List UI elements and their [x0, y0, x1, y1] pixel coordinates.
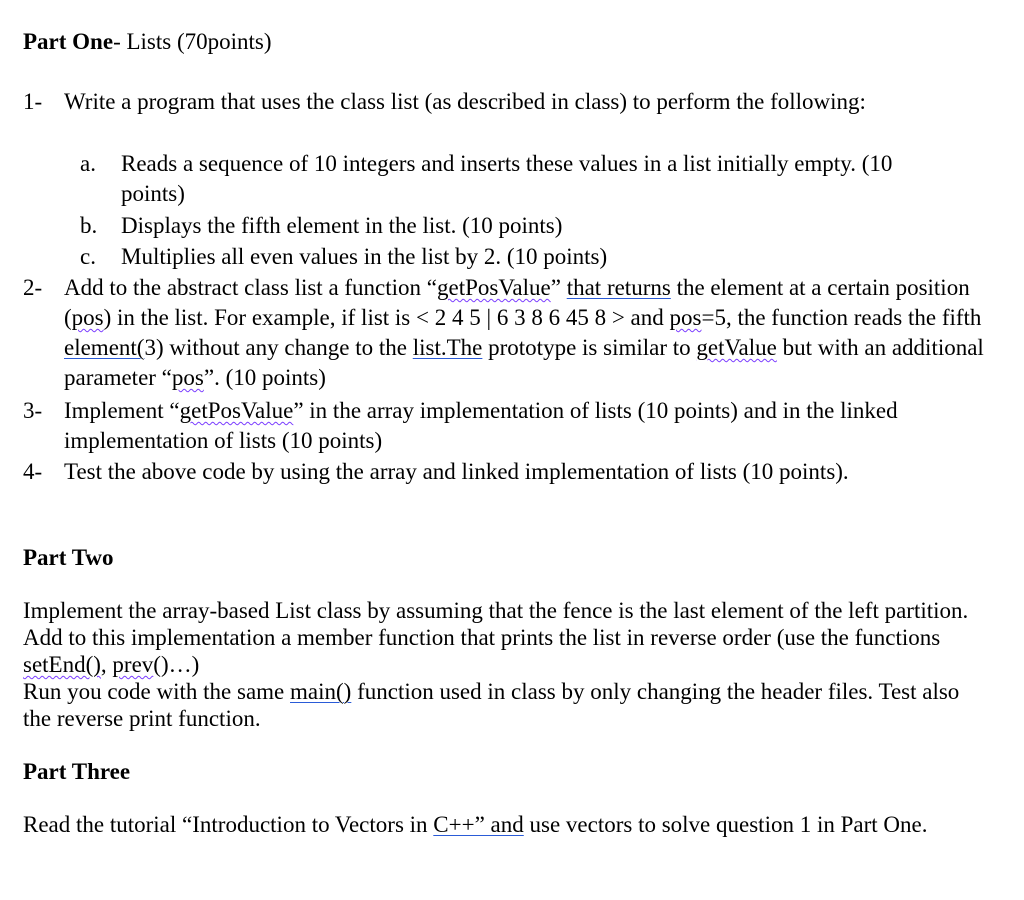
question-1b-text: Displays the fifth element in the list. (10 points) [121, 213, 563, 238]
p3-seg: use vectors to solve question 1 in Part One. [523, 812, 928, 837]
q2-term-that-returns: that returns [566, 275, 671, 300]
question-2-text [64, 273, 999, 393]
q2-seg: prototype is similar to [482, 335, 697, 360]
question-1b-letter: b. [80, 213, 98, 238]
q2-seg: ” [550, 275, 567, 300]
question-1c-letter: c. [80, 244, 96, 269]
question-4-number: 4- [23, 459, 43, 484]
p3-term-cpp-and: C++” and [433, 812, 524, 837]
question-1a-letter: a. [80, 151, 96, 176]
part-one-heading-rest: - Lists (70points) [113, 29, 272, 54]
p2b-seg: function used in class by only changing the header files. Test also the reverse print function. [23, 679, 960, 731]
q2-seg: ”. (10 points) [203, 365, 326, 390]
question-1-text: Write a program that uses the class list (as described in class) to perform the following: [64, 89, 866, 114]
question-4-text: Test the above code by using the array and linked implementation of lists (10 points). [64, 459, 849, 484]
q2-seg: but with an additional parameter “ [64, 335, 984, 390]
part-one-heading [23, 28, 272, 56]
part-three-heading [23, 758, 130, 786]
q2-term-pos: pos [71, 305, 104, 330]
question-1a-text: Reads a sequence of 10 integers and inserts these values in a list initially empty. (10 points) [121, 151, 893, 206]
question-3-number: 3- [23, 398, 43, 423]
p2-term-prev: prev [112, 652, 154, 677]
part-two-paragraph-1 [23, 597, 993, 678]
q3-seg: ” in the array implementation of lists (10 points) and in the linked implementation of lists (10 points) [64, 398, 898, 453]
p2b-seg: Run you code with the same [23, 679, 291, 704]
question-3-text [64, 396, 999, 456]
q3-term-getposvalue: getPosValue [179, 398, 294, 423]
q2-seg: =5, the function reads the fifth [701, 305, 982, 330]
q2-seg: Add to the abstract class list a function “ [64, 275, 438, 300]
q2-term-getvalue: getValue [696, 335, 777, 360]
part-two-paragraph-2 [23, 678, 993, 732]
q2-seg: the element at a certain position ( [64, 275, 970, 330]
q2-term-list-the: list.The [412, 335, 483, 360]
q2-seg: ) in the list. For example, if list is < 2 4 5 | 6 3 8 6 45 8 > and [103, 305, 670, 330]
q2-term-pos: pos [171, 365, 204, 390]
q3-seg: Implement “ [64, 398, 180, 423]
p2-seg: ()…) [153, 652, 200, 677]
q2-term-getposvalue: getPosValue [437, 275, 551, 300]
q2-term-element: element( [64, 335, 145, 360]
part-three-paragraph [23, 811, 993, 838]
p2-seg: Implement the array-based List class by assuming that the fence is the last element of the left partition. Add to this implementation a member function that prints the list in reverse order (use the functions [23, 598, 969, 650]
question-1-number: 1- [23, 89, 43, 114]
part-two-heading-text: Part Two [23, 545, 114, 570]
p2-term-setend: setEnd() [23, 652, 101, 677]
question-2-number: 2- [23, 275, 43, 300]
q2-seg: 3) without any change to the [144, 335, 413, 360]
p3-seg: Read the tutorial “Introduction to Vectors in [23, 812, 434, 837]
p2b-term-main: main() [290, 679, 352, 704]
p2-seg: , [100, 652, 113, 677]
part-two-heading [23, 544, 114, 572]
part-one-heading-bold: Part One [23, 29, 114, 54]
q2-term-pos: pos [669, 305, 702, 330]
part-three-heading-text: Part Three [23, 759, 131, 784]
question-1c-text: Multiplies all even values in the list by 2. (10 points) [121, 244, 608, 269]
